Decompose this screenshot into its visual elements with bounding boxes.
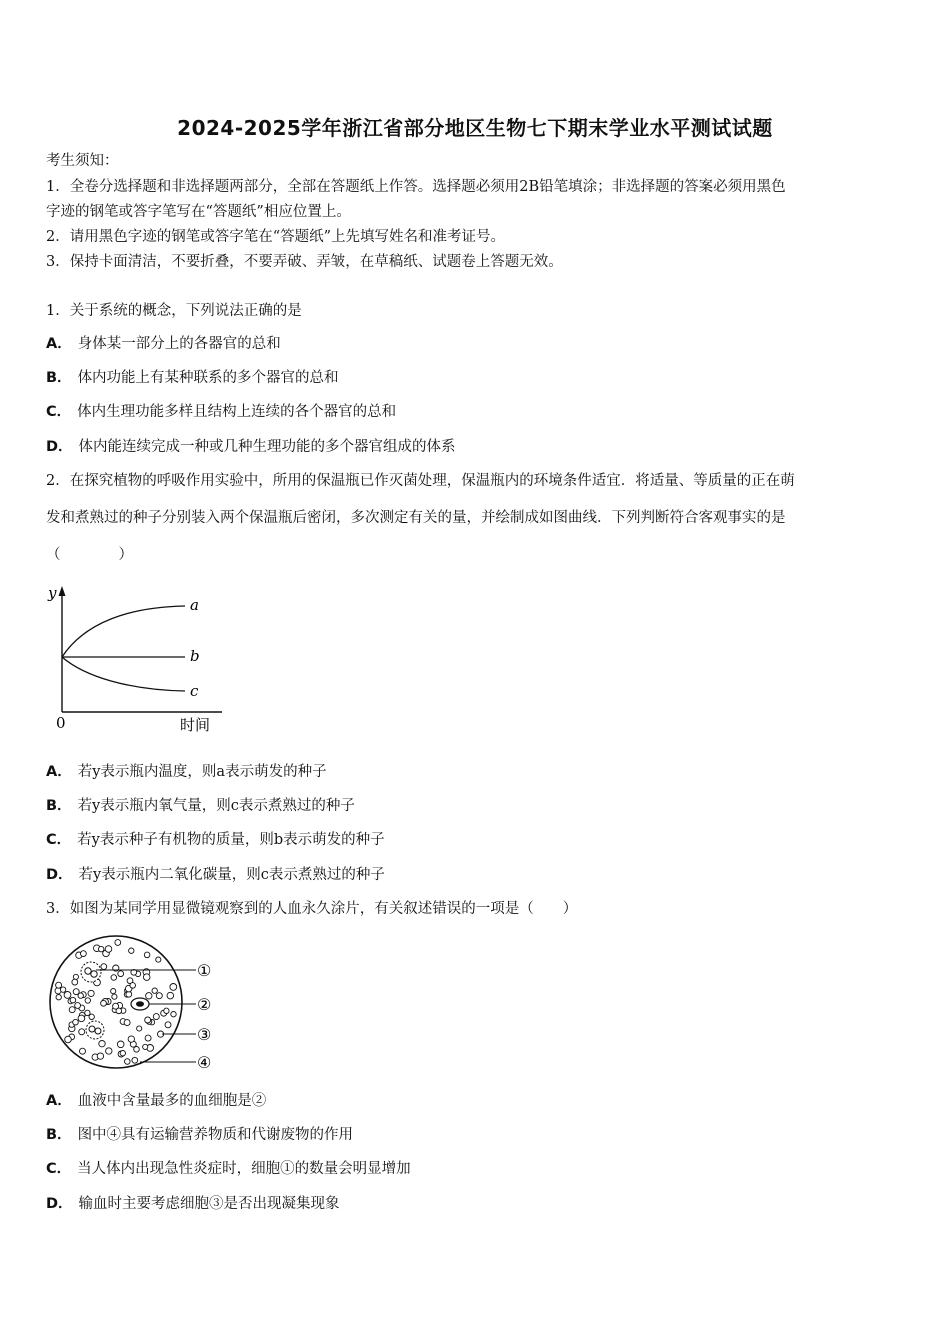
red-blood-cell [78, 1015, 85, 1022]
option-text: 图中④具有运输营养物质和代谢废物的作用 [77, 1127, 354, 1143]
q1-option-c [46, 402, 396, 422]
question-2-stem-line3: （ ） [46, 547, 133, 563]
notice-item-1: 1．全卷分选择题和非选择题两部分，全部在答题纸上作答。选择题必须用2B铅笔填涂；非选择题的答案必须用黑色 [46, 179, 786, 195]
red-blood-cell [78, 993, 83, 998]
red-blood-cell [73, 974, 78, 979]
curve-a [62, 606, 185, 657]
red-blood-cell [124, 1020, 130, 1026]
q2-option-a [46, 762, 327, 782]
q3-option-c [46, 1159, 411, 1179]
q2-curve-figure [40, 582, 240, 734]
q2-option-d [46, 865, 385, 885]
origin-label: 0 [56, 714, 66, 732]
red-blood-cell [167, 992, 174, 999]
notice-item-1-cont: 字迹的钢笔或答字笔写在“答题纸”相应位置上。 [46, 204, 351, 220]
red-blood-cell [69, 1007, 75, 1013]
red-blood-cell [99, 946, 104, 951]
option-text: 若y表示瓶内二氧化碳量，则c表示煮熟过的种子 [78, 867, 385, 883]
red-blood-cell [79, 1029, 85, 1035]
red-blood-cell [117, 1041, 124, 1048]
x-axis-label: 时间 [180, 716, 211, 734]
red-blood-cell [129, 948, 134, 953]
white-blood-cell-2 [86, 1021, 104, 1039]
red-blood-cell [99, 1041, 105, 1047]
q3-option-b [46, 1125, 353, 1145]
red-blood-cell [101, 964, 107, 970]
red-blood-cell [97, 1053, 103, 1059]
option-letter: D． [46, 1196, 73, 1212]
red-blood-cell [56, 995, 61, 1000]
red-blood-cell [89, 1014, 94, 1019]
red-blood-cell [113, 1003, 119, 1009]
option-text: 体内功能上有某种联系的多个器官的总和 [77, 370, 339, 386]
label-1: ① [197, 961, 212, 980]
curve-b-label: b [190, 647, 200, 665]
red-blood-cell [81, 951, 87, 957]
blood-smear-figure [44, 934, 224, 1072]
red-blood-cell [144, 952, 150, 958]
question-2-stem-line2: 发和煮熟过的种子分别装入两个保温瓶后密闭，多次测定有关的量，并绘制成如图曲线．下列判断符合客观事实的是 [46, 510, 786, 526]
red-blood-cell [145, 1017, 151, 1023]
red-blood-cell [145, 1035, 151, 1041]
option-letter: B． [46, 798, 72, 814]
q2-option-b [46, 796, 355, 816]
red-blood-cell [156, 993, 162, 999]
page-title: 2024-2025学年浙江省部分地区生物七下期末学业水平测试试题 [177, 116, 773, 140]
red-blood-cell [75, 1003, 81, 1009]
y-axis-arrow [59, 586, 66, 596]
option-text: 体内能连续完成一种或几种生理功能的多个器官组成的体系 [78, 439, 456, 455]
red-blood-cell [130, 983, 136, 989]
red-blood-cell [64, 992, 71, 999]
white-blood-cell-1 [81, 962, 101, 982]
option-letter: D． [46, 867, 73, 883]
option-letter: A． [46, 336, 72, 352]
option-letter: B． [46, 370, 72, 386]
red-blood-cell [101, 1000, 107, 1006]
notice-item-2: 2．请用黑色字迹的钢笔或答字笔在“答题纸”上先填写姓名和准考证号。 [46, 229, 506, 245]
option-letter: A． [46, 1093, 72, 1109]
red-blood-cell [128, 1036, 134, 1042]
label-2: ② [197, 995, 212, 1014]
red-blood-cell [120, 1051, 125, 1056]
curve-c-label: c [190, 682, 199, 700]
option-text: 血液中含量最多的血细胞是② [77, 1093, 267, 1109]
red-blood-cell [132, 1057, 138, 1063]
q1-option-b [46, 368, 339, 388]
red-blood-cell [112, 994, 117, 999]
option-text: 输血时主要考虑细胞③是否出现凝集现象 [78, 1196, 340, 1212]
option-text: 若y表示瓶内氧气量，则c表示煮熟过的种子 [77, 798, 355, 814]
y-axis-label: y [48, 584, 57, 602]
curve-c [62, 657, 185, 691]
option-letter: A． [46, 764, 72, 780]
red-blood-cell [73, 1019, 79, 1025]
red-blood-cell [105, 946, 112, 953]
red-blood-cell [137, 1026, 142, 1031]
red-blood-cell [60, 987, 65, 992]
question-1-stem: 1．关于系统的概念，下列说法正确的是 [46, 303, 302, 319]
label-4: ④ [197, 1053, 212, 1072]
red-blood-cell [85, 998, 90, 1003]
option-letter: C． [46, 1161, 72, 1177]
q1-option-a [46, 334, 281, 354]
red-blood-cell [106, 1048, 112, 1054]
option-text: 若y表示瓶内温度，则a表示萌发的种子 [77, 764, 327, 780]
red-blood-cell [143, 1044, 148, 1049]
option-text: 身体某一部分上的各器官的总和 [77, 336, 281, 352]
red-blood-cell [65, 1036, 72, 1043]
red-blood-cells [55, 940, 177, 1065]
red-blood-cell [70, 997, 76, 1003]
red-blood-cell [115, 940, 121, 946]
red-blood-cell [171, 1012, 176, 1017]
red-blood-cell [111, 989, 116, 994]
notice-item-3: 3．保持卡面清洁，不要折叠，不要弄破、弄皱，在草稿纸、试题卷上答题无效。 [46, 254, 563, 270]
red-blood-cell [72, 979, 78, 985]
red-blood-cell [88, 990, 94, 996]
curve-a-label: a [190, 596, 199, 614]
red-blood-cell [146, 993, 152, 999]
label-3: ③ [197, 1025, 212, 1044]
question-2-stem-line1: 2．在探究植物的呼吸作用实验中，所用的保温瓶已作灭菌处理，保温瓶内的环境条件适宜．将适量、等质量的正在萌 [46, 473, 795, 489]
red-blood-cell [152, 988, 157, 993]
option-letter: D． [46, 439, 73, 455]
q3-option-d [46, 1194, 340, 1214]
red-blood-cell [118, 971, 124, 977]
q1-option-d [46, 437, 456, 457]
red-blood-cell [80, 1048, 86, 1054]
red-blood-cell [170, 984, 177, 991]
notice-heading: 考生须知： [46, 153, 119, 169]
red-blood-cell [153, 1014, 159, 1020]
red-blood-cell [156, 957, 161, 962]
option-text: 若y表示种子有机物的质量，则b表示萌发的种子 [77, 832, 385, 848]
red-blood-cell [125, 1059, 131, 1065]
option-text: 体内生理功能多样且结构上连续的各个器官的总和 [77, 404, 397, 420]
q2-option-c [46, 830, 385, 850]
red-blood-cell [164, 1008, 169, 1013]
option-letter: B． [46, 1127, 72, 1143]
question-3-stem: 3．如图为某同学用显微镜观察到的人血永久涂片，有关叙述错误的一项是（ ） [46, 901, 578, 917]
red-blood-cell [165, 1022, 171, 1028]
red-blood-cell [143, 974, 150, 981]
option-letter: C． [46, 404, 72, 420]
q3-option-a [46, 1091, 266, 1111]
option-text: 当人体内出现急性炎症时，细胞①的数量会明显增加 [77, 1161, 411, 1177]
platelet-cluster [131, 998, 149, 1010]
red-blood-cell [56, 982, 62, 988]
red-blood-cell [111, 975, 117, 981]
option-letter: C． [46, 832, 72, 848]
